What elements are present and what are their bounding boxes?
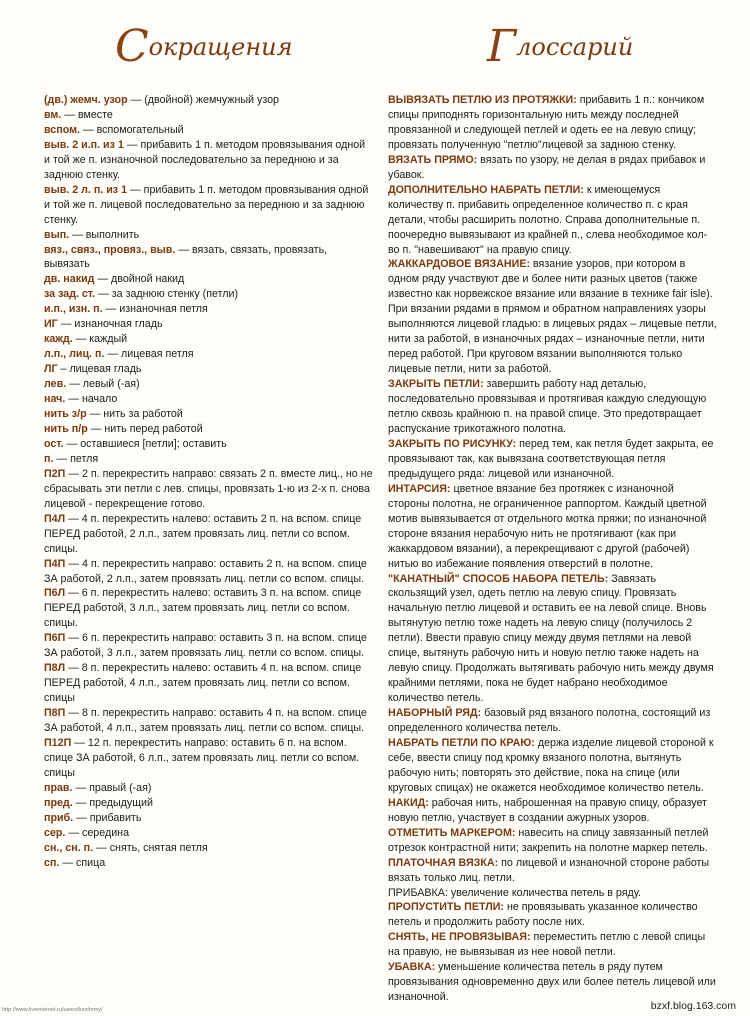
glossary-entry-term: ПРОПУСТИТЬ ПЕТЛИ:	[388, 901, 504, 914]
abbreviation-entry	[44, 706, 374, 736]
abbreviation-entry-term: приб.	[44, 811, 74, 824]
abbreviation-entry-term: П8П	[44, 707, 66, 720]
abbreviation-entry-term: нач.	[44, 393, 66, 406]
abbreviation-entry	[44, 317, 374, 332]
footer-url[interactable]: http://www.liveinternet.ru/users/bezformy/	[2, 1007, 103, 1013]
abbreviation-entry	[44, 108, 374, 123]
glossary-entry	[388, 900, 718, 930]
glossary-entry-term: "КАНАТНЫЙ" СПОСОБ НАБОРА ПЕТЕЛЬ:	[388, 572, 609, 585]
abbreviation-entry-term: вспом.	[44, 123, 80, 136]
abbreviation-entry-definition: — оставшиеся [петли]; оставить	[63, 437, 227, 450]
abbreviation-entry-definition: — лицевая петля	[104, 348, 194, 361]
abbreviation-entry	[44, 332, 374, 347]
footer-blog: bzxf.blog.163.com	[650, 1000, 736, 1012]
abbreviation-entry	[44, 452, 374, 467]
glossary-entry-term: НАБОРНЫЙ РЯД:	[388, 707, 482, 720]
abbreviation-entry-definition: — прибавить 1 п. методом провязывания одной и той же п. изнаночной последовательно за переднюю и за заднюю стенку.	[44, 138, 366, 181]
abbreviation-entry	[44, 422, 374, 437]
abbreviation-entry-definition: — (двойной) жемчужный узор	[127, 94, 280, 106]
glossary-entry-definition: ПРИБАВКА: увеличение количества петель в ряду.	[388, 886, 641, 899]
abbreviation-entry	[44, 123, 374, 138]
abbreviation-entry-definition: — 6 п. перекрестить налево: оставить 3 п. на вспом. спице ПЕРЕД работой, 3 л.п., затем провязать лиц. петли со вспом. спицы.	[44, 587, 362, 630]
abbreviation-entry-term: ЛГ	[44, 363, 58, 376]
glossary-entry-term: ВЫВЯЗАТЬ ПЕТЛЮ ИЗ ПРОТЯЖКИ:	[388, 94, 577, 106]
abbreviation-entry-definition: — 4 п. перекрестить направо: оставить 2 п. на вспом. спице ЗА работой, 2 л.п., затем провязать лиц. петли со вспом. спицы.	[44, 557, 367, 585]
abbreviation-entry-term: выв. 2 и.п. из 1	[44, 138, 124, 151]
glossary-entry	[388, 572, 718, 707]
abbreviation-entry-definition: — 12 п. перекрестить направо: оставить 6 п. на вспом. спице ЗА работой, 6 л.п., затем провязать лиц. петли со вспом. спицы	[44, 736, 360, 779]
abbreviation-entry-definition: — каждый	[72, 333, 128, 346]
abbreviation-entry-definition: — начало	[65, 393, 118, 406]
abbreviation-entry	[44, 796, 374, 811]
abbreviation-entry-definition: — предыдущий	[72, 796, 153, 809]
abbreviation-entry-definition: — вязать, связать, провязать, вывязать	[44, 243, 328, 271]
abbreviation-entry-term: П6Л	[44, 587, 66, 600]
glossary-heading-cap: Г	[487, 21, 517, 72]
abbreviation-entry-term: за зад. ст.	[44, 288, 96, 301]
abbreviations-heading-rest: окращения	[148, 33, 293, 61]
abbreviation-entry-term: П6П	[44, 632, 66, 645]
abbreviation-entry	[44, 347, 374, 362]
abbreviation-entry-definition: — нить за работой	[86, 408, 183, 421]
glossary-entry-definition: по лицевой и изнаночной стороне работы вязать только лиц. петли.	[388, 856, 710, 884]
abbreviation-entry-term: П12П	[44, 736, 72, 749]
glossary-entry-definition: базовый ряд вязаного полотна, состоящий из определенного количества петель.	[388, 707, 711, 735]
abbreviation-entry	[44, 736, 374, 781]
abbreviation-entry	[44, 272, 374, 287]
abbreviations-heading-cap: С	[115, 21, 149, 72]
abbreviation-entry	[44, 243, 374, 273]
abbreviation-entry-definition: — спица	[59, 856, 106, 869]
abbreviation-entry	[44, 93, 374, 108]
abbreviation-entry-definition: — нить перед работой	[87, 422, 203, 435]
glossary-entry-term: ЖАККАРДОВОЕ ВЯЗАНИЕ:	[388, 258, 531, 271]
glossary-entry-definition: перед тем, как петля будет закрыта, ее провязывают так, как вывязана соответствующая петля предыдущего ряда: лицевой или изнаночной.	[388, 437, 714, 480]
abbreviation-entry	[44, 841, 374, 856]
abbreviations-heading	[115, 22, 293, 72]
glossary-entry-term: ЗАКРЫТЬ ПЕТЛИ:	[388, 378, 484, 391]
abbreviation-entry-term: прав.	[44, 781, 73, 794]
abbreviation-entry	[44, 512, 374, 557]
glossary-entry-term: ЗАКРЫТЬ ПО РИСУНКУ:	[388, 437, 517, 450]
abbreviation-entry	[44, 811, 374, 826]
glossary-entry-definition: навесить на спицу завязанный петлей отрезок контрастной нити; закрепить на полотне маркер петель.	[388, 826, 709, 854]
abbreviation-entry	[44, 407, 374, 422]
abbreviation-entry-term: нить з/р	[44, 408, 87, 421]
abbreviation-entry	[44, 631, 374, 661]
glossary-entry-definition: не провязывать указанное количество петель и продолжить работу после них.	[388, 901, 698, 929]
glossary-entry-term: ВЯЗАТЬ ПРЯМО:	[388, 153, 478, 166]
abbreviation-entry-term: ост.	[44, 437, 64, 450]
abbreviation-entry	[44, 826, 374, 841]
glossary-entry	[388, 257, 718, 377]
abbreviation-entry-definition: — прибавить 1 п. методом провязывания одной и той же п. лицевой последовательно за переднюю и за заднюю стенку.	[44, 183, 369, 226]
glossary-entry-term: ПЛАТОЧНАЯ ВЯЗКА:	[388, 856, 499, 869]
abbreviation-entry	[44, 467, 374, 512]
glossary-heading-rest: лоссарий	[516, 33, 634, 61]
abbreviation-entry-definition: — изнаночная петля	[102, 303, 208, 316]
abbreviation-entry-definition: — вспомогательный	[79, 123, 184, 136]
glossary-entry-term: ИНТАРСИЯ:	[388, 482, 451, 495]
abbreviation-entry-definition: — выполнить	[69, 228, 140, 241]
glossary-heading	[487, 22, 633, 72]
abbreviation-entry-term: П8Л	[44, 662, 66, 675]
abbreviation-entry-term: П4Л	[44, 512, 66, 525]
abbreviation-entry-definition: — левый (-ая)	[66, 378, 140, 391]
abbreviation-entry-definition: — 8 п. перекрестить направо: оставить 4 п. на вспом. спице ЗА работой, 4 л.п., затем провязать лиц. петли со вспом. спицы.	[44, 707, 367, 735]
glossary-entry	[388, 736, 718, 796]
abbreviation-entry	[44, 138, 374, 183]
abbreviation-entry-definition: — за заднюю стенку (петли)	[95, 288, 238, 301]
abbreviation-entry-term: сн., сн. п.	[44, 841, 94, 854]
abbreviation-entry-definition: – лицевая гладь	[57, 363, 142, 376]
glossary-entry	[388, 826, 718, 856]
glossary-entry-term: УБАВКА:	[388, 961, 436, 974]
glossary-entry	[388, 856, 718, 886]
abbreviation-entry-definition: — середина	[65, 826, 130, 839]
glossary-entry	[388, 706, 718, 736]
glossary-entry-definition: вязание узоров, при котором в одном ряду участвуют две и более нити разных цветов (также известно как норвежское вязание или вязание в технике fair isle). При вязании рядами в прямом и обратном направлениях узоры выполняются лицевой гладью: в лицевых рядах – лицевые петли, нити за работой, в изнаночных рядах – изнаночные петли, нити перед работой. При круговом вязании выполняются только лицевые петли, нити за работой.	[388, 258, 717, 376]
abbreviation-entry-term: п.	[44, 452, 54, 465]
abbreviation-entry-term: вм.	[44, 108, 62, 121]
abbreviation-entry-term: сер.	[44, 826, 66, 839]
glossary-entry	[388, 796, 718, 826]
glossary-entry	[388, 153, 718, 183]
glossary-entry-definition: цветное вязание без протяжек с изнаночной стороны полотна, не ограниченное раппортом. Каждый цветной мотив вывязывается от отдельного мотка пряжи; по изнаночной стороне вязания нерабочую нить не протягивают (как при жаккардовом вязании), а перекрещивают с другой (рабочей) нитью во избежание появления отверстий в полотне.	[388, 482, 707, 570]
glossary-entry-definition: рабочая нить, наброшенная на правую спицу, образует новую петлю, участвует в создании ажурных узоров.	[388, 796, 707, 824]
abbreviation-entry	[44, 557, 374, 587]
abbreviation-entry-term: вяз., связ., провяз., выв.	[44, 243, 176, 256]
glossary-entry	[388, 377, 718, 437]
abbreviation-entry-term: вып.	[44, 228, 70, 241]
abbreviation-entry-definition: — изнаночная гладь	[57, 318, 163, 331]
glossary-entry-definition: вязать по узору, не делая в рядах прибавок и убавок.	[388, 153, 706, 181]
abbreviation-entry-term: нить п/р	[44, 422, 88, 435]
glossary-entry-definition: завершить работу над деталью, последовательно провязывая и протягивая каждую следующую петлю сквозь крайнюю п. на правой спице. Это предотвращает распускание трикотажного полотна.	[388, 378, 707, 435]
abbreviation-entry-definition: — правый (-ая)	[72, 781, 152, 794]
glossary-entry-definition: к имеющемуся количеству п. прибавить определенное количество п. с края детали, чтобы расширить полотно. Справа дополнительные п. поочередно вывязывают из крайней п., слева необходимое кол-во п. "навешивают" на правую спицу.	[388, 183, 708, 256]
abbreviation-entry	[44, 183, 374, 228]
abbreviation-entry	[44, 392, 374, 407]
abbreviation-entry-term: сп.	[44, 856, 60, 869]
abbreviation-entry-definition: — снять, снятая петля	[93, 841, 208, 854]
abbreviation-entry	[44, 362, 374, 377]
abbreviation-entry-definition: — 6 п. перекрестить направо: оставить 3 п. на вспом. спице ЗА работой, 3 л.п., затем провязать лиц. петли со вспом. спицы.	[44, 632, 367, 660]
abbreviation-entry-term: ИГ	[44, 318, 58, 331]
abbreviation-entry	[44, 661, 374, 706]
glossary-entry-definition: держа изделие лицевой стороной к себе, ввести спицу под кромку вязаного полотна, вытянуть рабочую нить; повторять это действие, пока на спице (или круговых спицах) не окажется необходимое количество петель.	[388, 736, 714, 794]
abbreviation-entry-term: л.п., лиц. п.	[44, 348, 105, 361]
abbreviation-entry-definition: — вместе	[61, 108, 113, 121]
abbreviation-entry-term: кажд.	[44, 333, 73, 346]
abbreviation-entry	[44, 437, 374, 452]
glossary-entry-term: НАБРАТЬ ПЕТЛИ ПО КРАЮ:	[388, 736, 535, 749]
glossary-entry	[388, 886, 718, 901]
glossary-entry	[388, 482, 718, 572]
glossary-entry-definition: прибавить 1 п.: кончиком спицы приподнять горизонтальную нить между последней провязанной и следующей петлей и одеть ее на левую спицу; провязать полученную "петлю"лицевой за заднюю стенку.	[388, 94, 705, 151]
abbreviation-entry	[44, 377, 374, 392]
abbreviation-entry	[44, 228, 374, 243]
glossary-entry-term: ДОПОЛНИТЕЛЬНО НАБРАТЬ ПЕТЛИ:	[388, 183, 584, 196]
abbreviation-entry-term: П2П	[44, 467, 66, 480]
glossary-entry	[388, 930, 718, 960]
abbreviation-entry	[44, 302, 374, 317]
glossary-entry-definition: Завязать скользящий узел, одеть петлю на левую спицу. Провязать начальную петлю лицевой и оставить ее на левой спице. Вновь вытянутую петлю тоже надеть на левую спицу (получилось 2 петли). Ввести правую спицу между двумя петлями на левой спице, вытянуть рабочую нить и новую петлю также надеть на левую спицу. Продолжать вытягивать рабочую нить между двумя крайними петлями, пока не будет набрано необходимое количество петель.	[388, 572, 714, 705]
abbreviation-entry-definition: — 2 п. перекрестить направо: связать 2 п. вместе лиц., но не сбрасывать эти петли с лев. спицы, провязать 1-ю из 2-х п. снова лицевой - перекрещение готово.	[44, 467, 373, 510]
glossary-entry	[388, 960, 718, 1005]
abbreviation-entry-definition: — петля	[53, 452, 99, 465]
abbreviation-entry	[44, 781, 374, 796]
abbreviation-entry-term: П4П	[44, 557, 66, 570]
abbreviation-entry-definition: — 8 п. перекрестить налево: оставить 4 п. на вспом. спице ПЕРЕД работой, 4 л.п., затем провязать лиц. петли со вспом. спицы	[44, 662, 362, 705]
abbreviation-entry-definition: — прибавить	[73, 811, 142, 824]
abbreviation-entry	[44, 287, 374, 302]
glossary-entry	[388, 93, 718, 153]
glossary-entry	[388, 183, 718, 258]
abbreviation-entry-definition: — 4 п. перекрестить налево: оставить 2 п. на вспом. спице ПЕРЕД работой, 2 л.п., затем провязать лиц. петли со вспом. спицы.	[44, 512, 362, 555]
abbreviation-entry-term: дв. накид	[44, 273, 95, 286]
glossary-entry-definition: уменьшение количества петель в ряду путем провязывания одновременно двух или более петель лицевой или изнаночной.	[388, 961, 716, 1004]
abbreviation-entry-term: (дв.) жемч. узор	[44, 94, 128, 106]
abbreviations-column	[44, 93, 374, 871]
glossary-entry-definition: переместить петлю с левой спицы на правую, не вывязывая из нее новой петли.	[388, 931, 706, 959]
glossary-column	[388, 93, 718, 1005]
abbreviation-entry	[44, 586, 374, 631]
glossary-entry	[388, 437, 718, 482]
abbreviation-entry-definition: — двойной накид	[94, 273, 185, 286]
abbreviation-entry-term: пред.	[44, 796, 73, 809]
abbreviation-entry-term: выв. 2 л. п. из 1	[44, 183, 128, 196]
abbreviation-entry-term: и.п., изн. п.	[44, 303, 103, 316]
abbreviation-entry	[44, 856, 374, 871]
glossary-entry-term: ОТМЕТИТЬ МАРКЕРОМ:	[388, 826, 516, 839]
abbreviation-entry-term: лев.	[44, 378, 67, 391]
glossary-entry-term: СНЯТЬ, НЕ ПРОВЯЗЫВАЯ:	[388, 931, 531, 944]
glossary-entry-term: НАКИД:	[388, 796, 429, 809]
